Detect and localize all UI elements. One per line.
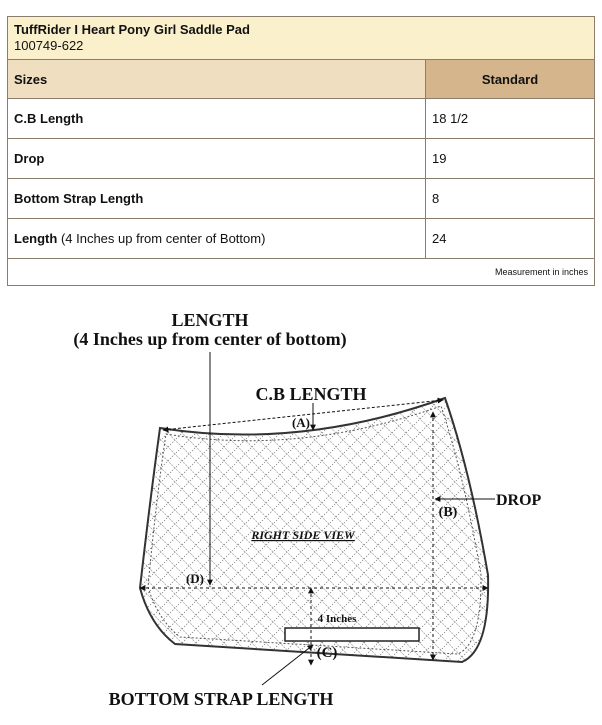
row-label xyxy=(8,179,426,219)
measurement-note: Measurement in inches xyxy=(8,259,595,286)
size-chart-table xyxy=(7,16,595,286)
bottom-strap xyxy=(285,628,419,641)
marker-d: (D) xyxy=(185,571,205,586)
footnote-row xyxy=(8,259,595,286)
marker-c: (C) xyxy=(316,645,338,661)
header-row xyxy=(8,60,595,99)
row-value: 24 xyxy=(426,219,595,259)
right-side-view-label: RIGHT SIDE VIEW xyxy=(251,528,355,542)
drop-label: DROP xyxy=(496,492,542,509)
row-label-note: (4 Inches up from center of Bottom) xyxy=(57,231,266,246)
header-standard: Standard xyxy=(426,60,595,99)
row-value: 18 1/2 xyxy=(426,99,595,139)
row-value: 8 xyxy=(426,179,595,219)
table-row xyxy=(8,99,595,139)
row-label-bold: C.B Length xyxy=(14,111,84,126)
four-inches-label: 4 Inches xyxy=(317,613,357,625)
title-row xyxy=(8,17,595,60)
marker-b: (B) xyxy=(438,505,458,520)
row-label xyxy=(8,139,426,179)
header-sizes: Sizes xyxy=(8,60,426,99)
row-label-bold: Length xyxy=(14,231,58,246)
title-cell xyxy=(8,17,595,60)
table-row xyxy=(8,219,595,259)
product-sku: 100749-622 xyxy=(14,38,84,53)
row-label xyxy=(8,219,426,259)
length-title: LENGTH xyxy=(171,310,249,330)
row-value: 19 xyxy=(426,139,595,179)
table-row xyxy=(8,139,595,179)
cb-length-label: C.B LENGTH xyxy=(255,384,367,404)
row-label-bold: Bottom Strap Length xyxy=(14,191,144,206)
marker-a: (A) xyxy=(291,415,311,430)
length-subtitle: (4 Inches up from center of bottom) xyxy=(73,329,347,349)
saddle-pad-diagram xyxy=(0,300,602,725)
product-name: TuffRider I Heart Pony Girl Saddle Pad xyxy=(14,22,250,37)
table-row xyxy=(8,179,595,219)
bottom-strap-label: BOTTOM STRAP LENGTH xyxy=(108,689,334,709)
row-label xyxy=(8,99,426,139)
row-label-bold: Drop xyxy=(14,151,45,166)
